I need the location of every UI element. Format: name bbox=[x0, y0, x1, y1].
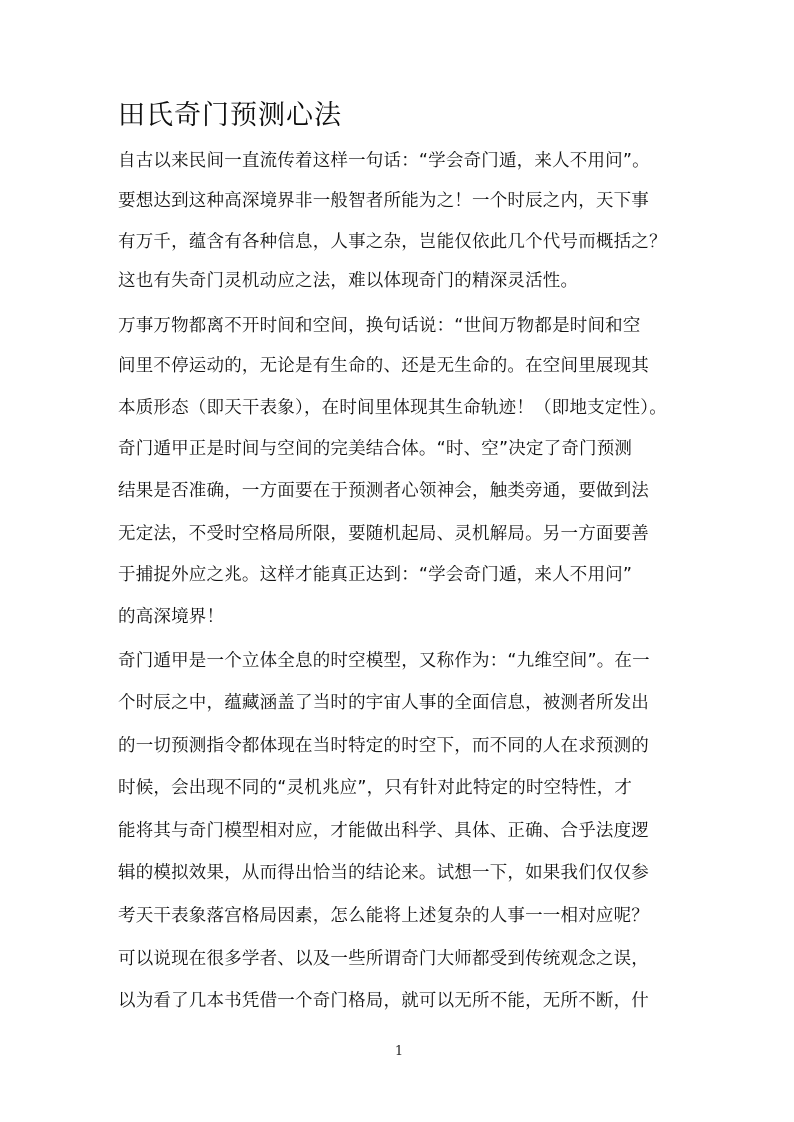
body-line: 间里不停运动的，无论是有生命的、还是无生命的。在空间里展现其 bbox=[118, 356, 649, 376]
body-line: 可以说现在很多学者、以及一些所谓奇门大师都受到传统观念之误， bbox=[118, 949, 649, 969]
body-line: 辑的模拟效果，从而得出恰当的结论来。试想一下，如果我们仅仅参 bbox=[118, 863, 649, 883]
body-line: 的高深境界！ bbox=[118, 607, 225, 627]
body-line: 的一切预测指令都体现在当时特定的时空下，而不同的人在求预测的 bbox=[118, 736, 649, 756]
body-line: 结果是否准确，一方面要在于预测者心领神会，触类旁通，要做到法 bbox=[118, 481, 649, 501]
body-line: 于捕捉外应之兆。这样才能真正达到：“学会奇门遁，来人不用问” bbox=[118, 565, 633, 585]
body-line: 个时辰之中，蕴藏涵盖了当时的宇宙人事的全面信息，被测者所发出 bbox=[118, 693, 649, 713]
body-line: 有万千，蕴含有各种信息，人事之杂，岂能仅依此几个代号而概括之？ bbox=[118, 232, 667, 252]
body-line: 时候，会出现不同的“灵机兆应”，只有针对此特定的时空特性，才 bbox=[118, 778, 633, 798]
body-line: 本质形态（即天干表象），在时间里体现其生命轨迹！（即地支定性）。 bbox=[118, 398, 667, 418]
body-line: 要想达到这种高深境界非一般智者所能为之！一个时辰之内，天下事 bbox=[118, 191, 649, 211]
body-line: 自古以来民间一直流传着这样一句话：“学会奇门遁，来人不用问”。 bbox=[118, 151, 650, 171]
body-line: 奇门遁甲是一个立体全息的时空模型，又称作为：“九维空间”。在一 bbox=[118, 651, 650, 671]
body-line: 万事万物都离不开时间和空间，换句话说：“世间万物都是时间和空 bbox=[118, 316, 641, 336]
body-line: 考天干表象落宫格局因素，怎么能将上述复杂的人事一一相对应呢？ bbox=[118, 906, 649, 926]
body-line: 奇门遁甲正是时间与空间的完美结合体。“时、空”决定了奇门预测 bbox=[118, 439, 633, 459]
body-line: 能将其与奇门模型相对应，才能做出科学、具体、正确、合乎法度逻 bbox=[118, 821, 649, 841]
page-number: 1 bbox=[394, 1044, 404, 1059]
body-line: 这也有失奇门灵机动应之法，难以体现奇门的精深灵活性。 bbox=[118, 271, 579, 291]
body-line: 以为看了几本书凭借一个奇门格局，就可以无所不能，无所不断，什 bbox=[118, 991, 649, 1011]
body-line: 无定法，不受时空格局所限，要随机起局、灵机解局。另一方面要善 bbox=[118, 524, 649, 544]
document-title: 田氏奇门预测心法 bbox=[118, 100, 342, 131]
